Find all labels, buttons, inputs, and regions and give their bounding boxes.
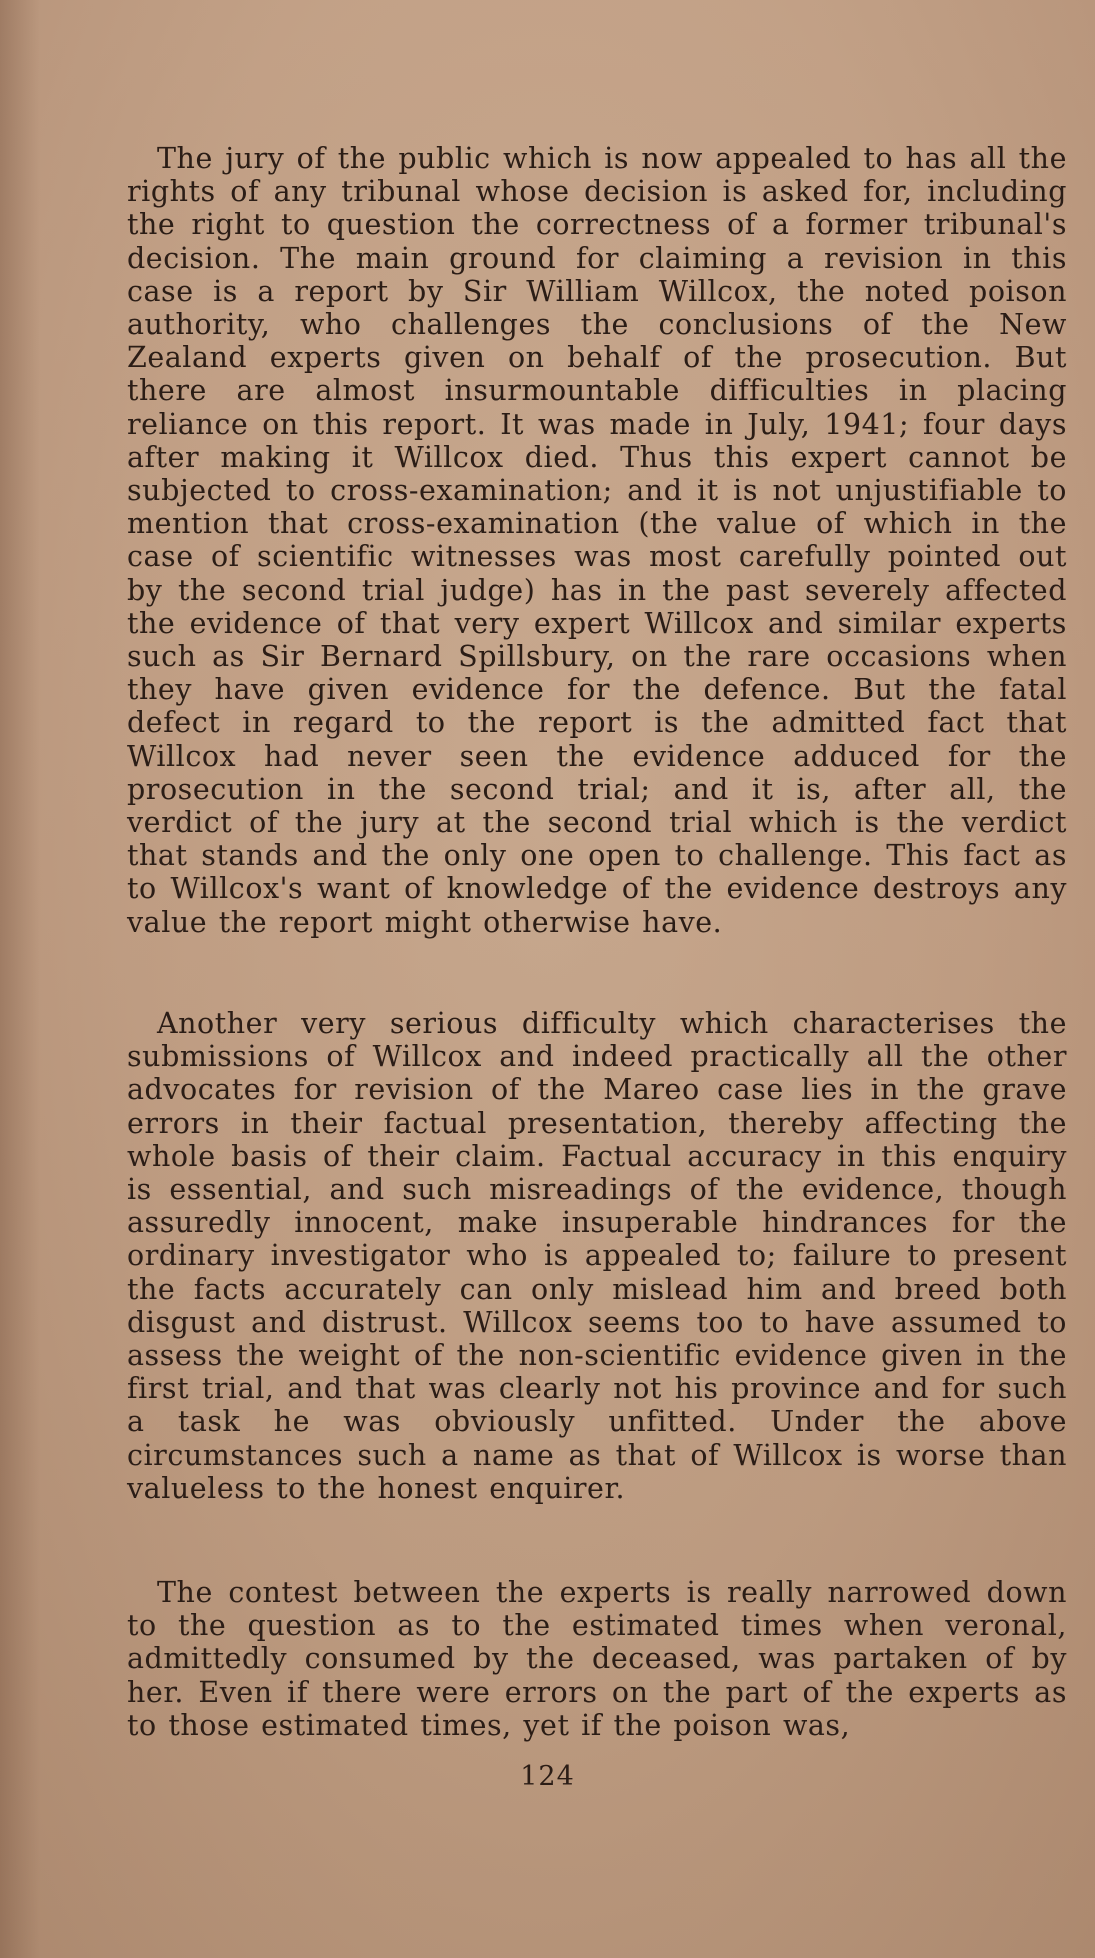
paragraph-3 [127,1576,1067,1742]
paragraph-2-text: Another very serious difficulty which characterises the submissions of Willcox and indeed practically all the other advocates for revision of the Mareo case lies in the grave errors in their factual presentation, thereby affecting the whole basis of their claim. Factual accuracy in this enquiry is essential, and such misreadings of the evidence, though assuredly innocent, make insuperable hindrances for the ordinary investigator who is appealed to; failure to present the facts accurately can only mislead him and breed both disgust and distrust. Willcox seems too to have assumed to assess the weight of the non-scientific evidence given in the first trial, and that was clearly not his province and for such a task he was obviously unfitted. Under the above circumstances such a name as that of Willcox is worse than valueless to the honest enquirer. [127,1007,1067,1505]
paragraph-1-text: The jury of the public which is now appealed to has all the rights of any tribunal whose decision is asked for, including the right to question the correctness of a former tribunal's decision. The main ground for claiming a revision in this case is a report by Sir William Willcox, the noted poison authority, who challenges the conclusions of the New Zealand experts given on behalf of the prosecution. But there are almost insurmountable difficulties in placing reliance on this report. It was made in July, 1941; four days after making it Willcox died. Thus this expert cannot be subjected to cross-examination; and it is not unjustifiable to mention that cross-examination (the value of which in the case of scientific witnesses was most carefully pointed out by the second trial judge) has in the past severely affected the evidence of that very expert Willcox and similar experts such as Sir Bernard Spillsbury, on the rare occasions when they have given evidence for the defence. But the fatal defect in regard to the report is the admitted fact that Willcox had never seen the evidence adduced for the prosecution in the second trial; and it is, after all, the verdict of the jury at the second trial which is the verdict that stands and the only one open to challenge. This fact as to Willcox's want of knowledge of the evidence destroys any value the report might otherwise have. [127,142,1067,939]
paragraph-3-text: The contest between the experts is really narrowed down to the question as to the estimated times when veronal, admittedly consumed by the deceased, was partaken of by her. Even if there were errors on the part of the experts as to those estimated times, yet if the poison was, [127,1576,1067,1742]
paragraph-1 [127,142,1067,939]
page-edge-shadow [0,0,40,1958]
page-number: 124 [520,1761,575,1792]
paragraph-2 [127,1007,1067,1505]
